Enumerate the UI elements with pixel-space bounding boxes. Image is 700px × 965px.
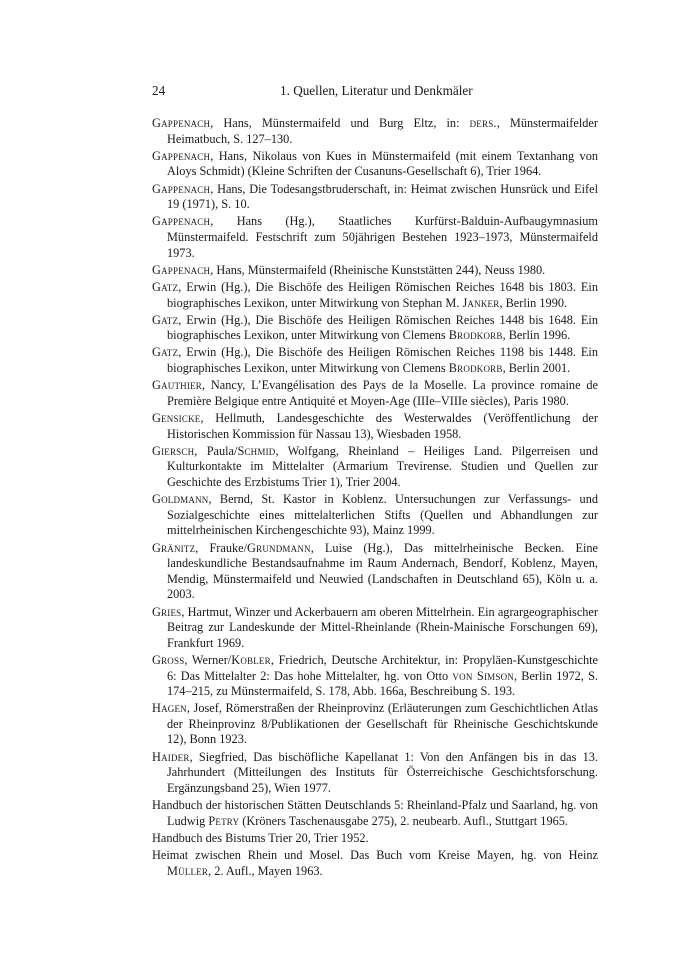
author-name: Gauthier [152, 378, 202, 393]
bibliography-entry [152, 116, 598, 147]
entry-text: , Siegfried, Das bischöfliche Kapellanat 1: Von den Anfängen bis in das 13. Jahrhundert (Mitteilungen des Instituts für Österreichische Geschichtsforschung. Ergänzungsband 25), Wien 1977. [167, 749, 598, 795]
bibliography-entry [152, 149, 598, 180]
bibliography-entry [152, 831, 598, 847]
entry-text: , Erwin (Hg.), Die Bischöfe des Heiligen Römischen Reiches 1198 bis 1448. Ein biographisches Lexikon, unter Mitwirkung von Clemens [167, 345, 598, 376]
entry-text: , Hartmut, Winzer und Ackerbauern am oberen Mittelrhein. Ein agrargeographischer Beitrag zur Landeskunde der Mittel-Rheinlande (Rhein-Mainische Forschungen 69), Frankfurt 1969. [167, 604, 598, 650]
entry-text: , Hans, Münstermaifeld (Rheinische Kunststätten 244), Neuss 1980. [210, 262, 546, 277]
author-name: von Simson [452, 668, 514, 683]
author-name: Brodkorb [448, 328, 503, 343]
author-name: Petry [208, 813, 240, 828]
entry-text: , Münstermaifelder Heimatbuch, S. 127–130. [167, 116, 598, 146]
bibliography-entry [152, 378, 598, 409]
author-name: Kobler [231, 652, 271, 667]
author-name: Hagen [152, 701, 187, 716]
author-name: Gries [152, 604, 182, 619]
author-name: Janker [462, 295, 500, 310]
entry-text: , Wolfgang, Rheinland – Heiliges Land. Pilgerreisen und Kulturkontakte im Mittelalter (Armarium Trevirense. Studien und Quellen zur Geschichte des Erzbistums Trier 1), Trier 2004. [167, 443, 599, 489]
bibliography-entry [152, 444, 598, 491]
entry-text: , 2. Aufl., Mayen 1963. [208, 863, 323, 878]
author-name: Gatz [152, 279, 179, 294]
entry-text: , Werner/ [184, 652, 232, 667]
entry-text: , Berlin 2001. [502, 361, 571, 376]
bibliography-entry [152, 411, 598, 442]
entry-text: , Friedrich, Deutsche Architektur, in: Propyläen-Kunstgeschichte 6: Das Mittelalter 2: Das hohe Mittelalter, hg. von Otto [167, 652, 598, 683]
author-name: Gappenach [152, 181, 211, 196]
entry-text: , Hellmuth, Landesgeschichte des Westerwaldes (Veröffentlichung der Historischen Kommission für Nassau 13), Wiesbaden 1958. [167, 411, 598, 441]
entry-text: , Frauke/ [195, 540, 248, 555]
author-name: Grundmann [247, 540, 311, 555]
author-name: Gappenach [152, 214, 211, 229]
author-name: Müller [167, 863, 209, 878]
bibliography-entry [152, 605, 598, 652]
bibliography-entry [152, 848, 598, 879]
bibliography-entry [152, 313, 598, 344]
entry-text: (Kröners Taschenausgabe 275), 2. neubearb. Aufl., Stuttgart 1965. [239, 813, 568, 828]
author-name: Gatz [152, 345, 179, 360]
author-name: Gatz [152, 312, 179, 327]
entry-text: , Hans, Nikolaus von Kues in Münstermaifeld (mit einem Textanhang von Aloys Schmidt) (Kleine Schriften der Cusanuns-Gesellschaft 6), Trier 1964. [167, 148, 598, 179]
entry-text: , Berlin 1972, S. 174–215, zu Münstermaifeld, S. 178, Abb. 166a, Beschreibung S. 193. [167, 668, 598, 699]
bibliography-entry [152, 182, 598, 213]
bibliography-entry [152, 750, 598, 797]
author-name: Gappenach [152, 116, 211, 130]
entry-text: , Josef, Römerstraßen der Rheinprovinz (Erläuterungen zum Geschichtlichen Atlas der Rheinprovinz 8/Publikationen der Gesellschaft für Rheinische Geschichtskunde 12), Bonn 1923. [167, 701, 598, 747]
author-name: Gappenach [152, 148, 211, 163]
author-name: Brodkorb [448, 361, 503, 376]
bibliography-entry [152, 214, 598, 261]
bibliography-entry [152, 492, 598, 539]
author-name: Goldmann [152, 492, 209, 507]
entry-text: , Paula/ [194, 443, 238, 458]
author-name: Gappenach [152, 262, 211, 277]
bibliography-entry [152, 280, 598, 311]
entry-text: , Nancy, L’Evangélisation des Pays de la Moselle. La province romaine de Première Belgique entre Antiquité et Moyen-Age (IIIe–VIIIe siècles), Paris 1980. [167, 378, 598, 408]
entry-text: , Berlin 1990. [499, 295, 568, 310]
entry-text: , Bernd, St. Kastor in Koblenz. Untersuchungen zur Verfassungs- und Sozialgeschichte eines mittelalterlichen Stifts (Quellen und Abhandlungen zur mittelrheinischen Kirchengeschichte 93), Mainz 1999. [167, 492, 598, 538]
entry-text: , Erwin (Hg.), Die Bischöfe des Heiligen Römischen Reiches 1648 bis 1803. Ein biographisches Lexikon, unter Mitwirkung von Stephan M. [167, 279, 598, 310]
bibliography-entry [152, 541, 598, 603]
author-name: Gross [152, 652, 185, 667]
bibliography-entry [152, 653, 598, 700]
author-name: ders. [469, 116, 497, 130]
author-name: Giersch [152, 443, 195, 458]
bibliography-entry [152, 701, 598, 748]
entry-text: Handbuch des Bistums Trier 20, Trier 1952. [152, 830, 369, 845]
author-name: Gränitz [152, 540, 196, 555]
bibliography-list [152, 116, 598, 881]
running-title: 1. Quellen, Literatur und Denkmäler [280, 83, 473, 98]
bibliography-entry [152, 263, 598, 279]
entry-text: , Erwin (Hg.), Die Bischöfe des Heiligen Römischen Reiches 1448 bis 1648. Ein biographisches Lexikon, unter Mitwirkung von Clemens [167, 312, 598, 343]
bibliography-entry [152, 345, 598, 376]
page-number: 24 [152, 83, 166, 98]
entry-text: , Berlin 1996. [502, 328, 571, 343]
author-name: Gensicke [152, 411, 201, 426]
entry-text: Heimat zwischen Rhein und Mosel. Das Buch vom Kreise Mayen, hg. von Heinz [152, 848, 598, 862]
entry-text: , Hans (Hg.), Staatliches Kurfürst-Balduin-Aufbaugymnasium Münstermaifeld. Festschrift zum 50jährigen Bestehen 1923–1973, Münstermaifeld 1973. [167, 214, 598, 260]
entry-text: Handbuch der historischen Stätten Deutschlands 5: Rheinland-Pfalz und Saarland, hg. von Ludwig [152, 798, 598, 828]
author-name: Haider [152, 749, 190, 764]
author-name: Schmid [237, 443, 276, 458]
entry-text: , Hans, Die Todesangstbruderschaft, in: Heimat zwischen Hunsrück und Eifel 19 (1971), S. 10. [167, 181, 598, 212]
bibliography-entry [152, 798, 598, 829]
entry-text: , Luise (Hg.), Das mittelrheinische Becken. Eine landeskundliche Bestandsaufnahme im Raum Andernach, Bendorf, Koblenz, Mayen, Mendig, Münstermaifeld und Neuwied (Landschaften in Deutschland 65), Köln u. a. 2003. [167, 540, 598, 602]
entry-text: , Hans, Münstermaifeld und Burg Eltz, in: [210, 116, 470, 130]
